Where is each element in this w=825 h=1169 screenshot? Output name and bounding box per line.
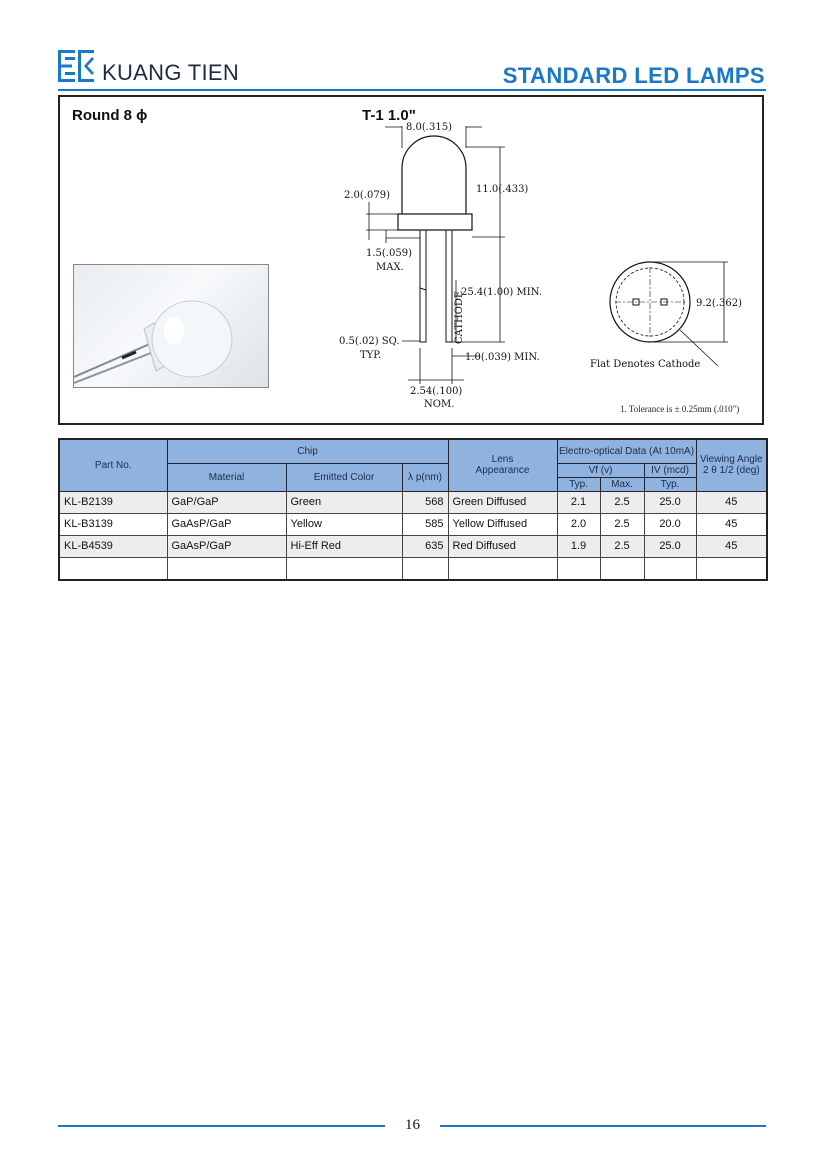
cell-angle: 45 [696, 513, 767, 535]
cell-vf-typ: 1.9 [557, 535, 600, 557]
document-title: STANDARD LED LAMPS [502, 63, 765, 88]
dimension-drawing [330, 112, 760, 412]
page-number: 16 [405, 1117, 420, 1133]
cell-part: KL-B4539 [59, 535, 167, 557]
table-row [59, 513, 767, 535]
dim-lead-sq-note: TYP. [360, 350, 382, 361]
cell-lens: Red Diffused [448, 535, 557, 557]
dim-lead-sq: 0.5(.02) SQ. [339, 336, 400, 347]
cell-color: Yellow [286, 513, 402, 535]
tolerance-note: 1. Tolerance is ± 0.25mm (.010") [620, 404, 740, 414]
cell-color: Hi-Eff Red [286, 535, 402, 557]
th-chip: Chip [167, 439, 448, 463]
dim-spacing: 2.54(.100) [410, 386, 463, 397]
cell-iv-typ: 25.0 [644, 491, 696, 513]
th-electro: Electro-optical Data (At 10mA) [557, 439, 696, 463]
dim-height: 11.0(.433) [476, 184, 529, 195]
th-vf-typ: Typ. [557, 477, 600, 491]
cell-color: Green [286, 491, 402, 513]
footer-rule-left [58, 1125, 385, 1127]
dim-lead-gap: 1.0(.039) MIN. [465, 352, 540, 363]
th-iv: IV (mcd) [644, 463, 696, 477]
th-lens: Lens Appearance [448, 439, 557, 491]
table-row [59, 535, 767, 557]
company-name: KUANG TIEN [102, 60, 240, 85]
cell-part: KL-B2139 [59, 491, 167, 513]
cell-iv-typ: 25.0 [644, 535, 696, 557]
table-row-empty [59, 557, 767, 580]
th-iv-typ: Typ. [644, 477, 696, 491]
th-wavelength: λ p(nm) [402, 463, 448, 491]
dim-flange-max: 1.5(.059) [366, 248, 412, 259]
package-label: T-1 1.0" [362, 107, 416, 124]
dim-flange-max-note: MAX. [376, 262, 404, 273]
th-viewing-angle: Viewing Angle 2 θ 1/2 (deg) [696, 439, 767, 491]
cell-angle: 45 [696, 491, 767, 513]
cell-lens: Green Diffused [448, 491, 557, 513]
cell-wavelength: 635 [402, 535, 448, 557]
cell-part: KL-B3139 [59, 513, 167, 535]
dim-flange-dia: 9.2(.362) [696, 298, 742, 309]
cell-wavelength: 568 [402, 491, 448, 513]
cell-material: GaAsP/GaP [167, 513, 286, 535]
table-row [59, 491, 767, 513]
dim-spacing-note: NOM. [424, 399, 455, 410]
th-vf-max: Max. [600, 477, 644, 491]
led-photo [73, 264, 269, 388]
cell-vf-typ: 2.0 [557, 513, 600, 535]
spec-table [58, 438, 768, 581]
cell-material: GaP/GaP [167, 491, 286, 513]
header-rule [58, 89, 766, 91]
footer-rule-right [440, 1125, 766, 1127]
cell-vf-max: 2.5 [600, 491, 644, 513]
flat-cathode-note: Flat Denotes Cathode [590, 359, 701, 370]
cell-lens: Yellow Diffused [448, 513, 557, 535]
kuang-tien-logo [58, 50, 94, 82]
cell-material: GaAsP/GaP [167, 535, 286, 557]
th-part-no: Part No. [59, 439, 167, 491]
cell-vf-max: 2.5 [600, 513, 644, 535]
th-emitted-color: Emitted Color [286, 463, 402, 491]
cell-iv-typ: 20.0 [644, 513, 696, 535]
th-material: Material [167, 463, 286, 491]
cell-wavelength: 585 [402, 513, 448, 535]
dim-lead-length: 25.4(1.00) MIN. [461, 287, 542, 298]
cell-vf-typ: 2.1 [557, 491, 600, 513]
dim-flange: 2.0(.079) [344, 190, 390, 201]
cell-angle: 45 [696, 535, 767, 557]
th-vf: Vf (v) [557, 463, 644, 477]
panel-title: Round 8 ϕ [72, 107, 148, 124]
dim-diameter: 8.0(.315) [406, 122, 452, 133]
cell-vf-max: 2.5 [600, 535, 644, 557]
cathode-label: CATHODE [454, 290, 465, 344]
